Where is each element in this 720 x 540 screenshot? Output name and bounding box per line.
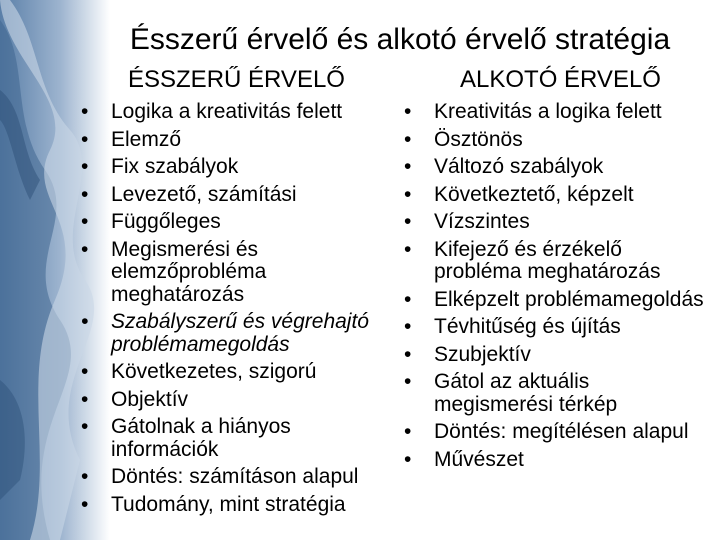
slide-title: Ésszerű érvelő és alkotó érvelő stratégia (129, 23, 671, 56)
list-item: • Függőleges (111, 211, 401, 234)
list-item: • Elképzelt problémamegoldás (434, 289, 704, 312)
decorative-background-art (0, 0, 110, 540)
list-item: • Változó szabályok (434, 156, 704, 179)
list-item: • Kreativitás a logika felett (434, 101, 704, 124)
list-item: • Tévhitűség és újítás (434, 316, 704, 339)
list-item: • Megismerési és elemzőprobléma meghatározás (111, 239, 401, 307)
list-item: • Szabályszerű és végrehajtó problémamegoldás (111, 311, 401, 356)
list-item: • Következtető, képzelt (434, 184, 704, 207)
list-item: • Levezető, számítási (111, 184, 401, 207)
left-bullet-list (111, 101, 401, 521)
list-item: • Következetes, szigorú (111, 361, 401, 384)
list-item: • Művészet (434, 449, 704, 472)
list-item: • Gátolnak a hiányos információk (111, 416, 401, 461)
list-item: • Logika a kreativitás felett (111, 101, 401, 124)
list-item: • Ösztönös (434, 129, 704, 152)
list-item: • Fix szabályok (111, 156, 401, 179)
right-column-heading: ALKOTÓ ÉRVELŐ (460, 66, 661, 93)
list-item: • Gátol az aktuális megismerési térkép (434, 371, 704, 416)
list-item: • Vízszintes (434, 211, 704, 234)
list-item: • Elemző (111, 129, 401, 152)
list-item: • Tudomány, mint stratégia (111, 494, 401, 517)
list-item: • Szubjektív (434, 344, 704, 367)
list-item: • Kifejező és érzékelő probléma meghatározás (434, 239, 704, 284)
list-item: • Döntés: megítélésen alapul (434, 421, 704, 444)
right-bullet-list (434, 101, 704, 476)
list-item: • Objektív (111, 389, 401, 412)
left-column-heading: ÉSSZERŰ ÉRVELŐ (128, 66, 345, 93)
list-item: • Döntés: számításon alapul (111, 466, 401, 489)
